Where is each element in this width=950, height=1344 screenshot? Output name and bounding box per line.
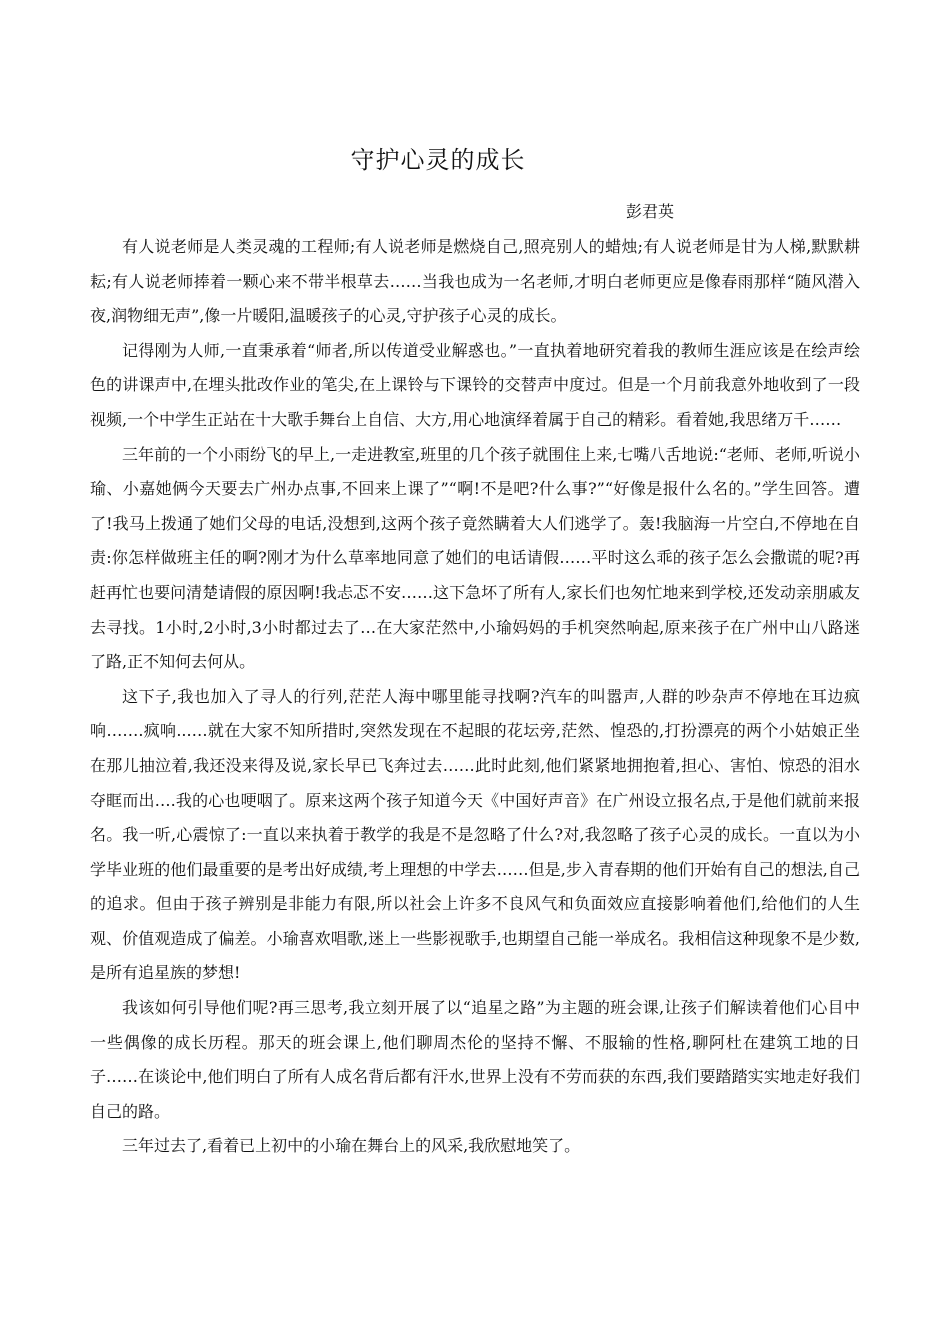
paragraph-2: 记得刚为人师,一直秉承着“师者,所以传道受业解惑也。”一直执着地研究着我的教师生涯应该是在绘声绘色的讲课声中,在埋头批改作业的笔尖,在上课铃与下课铃的交替声中度过。但是一个月前我意外地收到了一段视频,一个中学生正站在十大歌手舞台上自信、大方,用心地演绎着属于自己的精彩。看着她,我思绪万千…… xyxy=(90,340,860,429)
paragraph-6: 三年过去了,看着已上初中的小瑜在舞台上的风采,我欣慰地笑了。 xyxy=(122,1136,581,1156)
paragraph-5: 我该如何引导他们呢?再三思考,我立刻开展了以“追星之路”为主题的班会课,让孩子们解读着他们心目中一些偶像的成长历程。那天的班会课上,他们聊周杰伦的坚持不懈、不服输的性格,聊阿杜在建筑工地的日子……在谈论中,他们明白了所有人成名背后都有汗水,世界上没有不劳而获的东西,我们要踏踏实实地走好我们自己的路。 xyxy=(90,998,860,1121)
article-body xyxy=(90,230,860,1164)
paragraph-4: 这下子,我也加入了寻人的行列,茫茫人海中哪里能寻找啊?汽车的叫嚣声,人群的吵杂声不停地在耳边疯响…….疯响...…就在大家不知所措时,突然发现在不起眼的花坛旁,茫然、惶恐的,打扮漂亮的两个小姑娘正坐在那儿抽泣着,我还没来得及说,家长早已飞奔过去……此时此刻,他们紧紧地拥抱着,担心、害怕、惊恐的泪水夺眶而出….我的心也哽咽了。原来这两个孩子知道今天《中国好声音》在广州设立报名点,于是他们就前来报名。我一听,心震惊了:一直以来执着于教学的我是不是忽略了什么?对,我忽略了孩子心灵的成长。一直以为小学毕业班的他们最重要的是考出好成绩,考上理想的中学去……但是,步入青春期的他们开始有自己的想法,自己的追求。但由于孩子辨别是非能力有限,所以社会上许多不良风气和负面效应直接影响着他们,给他们的人生观、价值观造成了偏差。小瑜喜欢唱歌,迷上一些影视歌手,也期望自己能一举成名。我相信这种现象不是少数,是所有追星族的梦想! xyxy=(90,686,860,983)
paragraph-3: 三年前的一个小雨纷飞的早上,一走进教室,班里的几个孩子就围住上来,七嘴八舌地说:“老师、老师,听说小瑜、小嘉她俩今天要去广州办点事,不回来上课了”“啊!不是吧?什么事?”“好像是报什么名的。”学生回答。遭了!我马上拨通了她们父母的电话,没想到,这两个孩子竟然瞒着大人们逃学了。轰!我脑海一片空白,不停地在自责:你怎样做班主任的啊?刚才为什么草率地同意了她们的电话请假……平时这么乖的孩子怎么会撒谎的呢?再赶再忙也要问清楚请假的原因啊!我忐忑不安……这下急坏了所有人,家长们也匆忙地来到学校,还发动亲朋戚友去寻找。1小时,2小时,3小时都过去了…在大家茫然中,小瑜妈妈的手机突然响起,原来孩子在广州中山八路迷了路,正不知何去何从。 xyxy=(90,444,860,672)
paragraph-1: 有人说老师是人类灵魂的工程师;有人说老师是燃烧自己,照亮别人的蜡烛;有人说老师是甘为人梯,默默耕耘;有人说老师捧着一颗心来不带半根草去……当我也成为一名老师,才明白老师更应是像春雨那样“随风潜入夜,润物细无声”,像一片暖阳,温暖孩子的心灵,守护孩子心灵的成长。 xyxy=(90,237,860,326)
document-title: 守护心灵的成长 xyxy=(350,146,526,174)
author-name: 彭君英 xyxy=(626,202,675,221)
